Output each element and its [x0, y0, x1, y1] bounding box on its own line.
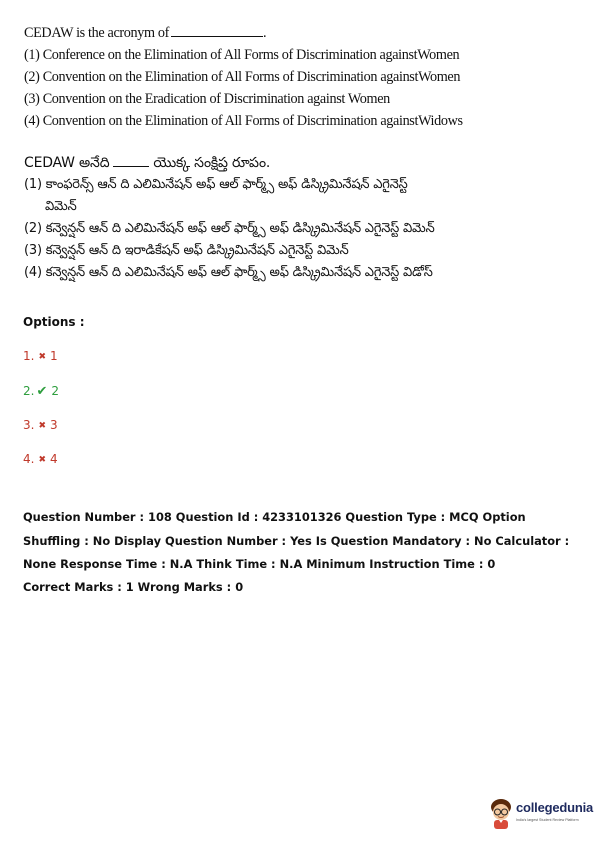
student-mascot-icon [488, 797, 514, 829]
telugu-option-4: (4) కన్వెన్షన్ ఆన్ ది ఎలిమినేషన్ అఫ్ ఆల్ ఫార్మ్స్ అఫ్ డిస్క్రిమినేషన్ ఎగైనెస్ట్ విడోస్ [24, 265, 433, 280]
telugu-answer-blank [113, 154, 149, 167]
answer-option-value: 4 [50, 452, 58, 466]
question-english [24, 22, 574, 132]
answer-option-value: 2 [51, 384, 59, 398]
answer-option-value: 3 [50, 418, 58, 432]
answer-option-number: 2. [23, 384, 35, 398]
question-option-4: (4) Convention on the Elimination of All Forms of Discrimination againstWidows [24, 113, 463, 129]
brand-name: collegedunia [516, 800, 594, 815]
answer-option-number: 1. [23, 349, 35, 363]
telugu-option-1-line-2: విమెన్ [45, 199, 77, 214]
answer-option-number: 3. [23, 418, 35, 432]
question-telugu [24, 152, 574, 284]
question-option-3: (3) Convention on the Eradication of Discrimination against Women [24, 91, 390, 107]
question-option-2: (2) Convention on the Elimination of All Forms of Discrimination againstWomen [24, 69, 461, 85]
telugu-stem-prefix: CEDAW అనేది [24, 155, 110, 171]
telugu-option-3: (3) కన్వెన్షన్ ఆన్ ది ఇరాడికేషన్ అఫ్ డిస్క్రిమినేషన్ ఎగైనెస్ట్ విమెన్ [24, 243, 349, 258]
question-stem [24, 22, 574, 44]
question-option-1: (1) Conference on the Elimination of All Forms of Discrimination againstWomen [24, 47, 460, 63]
cross-icon: ✖ [38, 421, 46, 431]
cross-icon: ✖ [38, 455, 46, 465]
marks-info: Correct Marks : 1 Wrong Marks : 0 [23, 580, 244, 594]
answer-option-value: 1 [50, 349, 58, 363]
question-metadata: Question Number : 108 Question Id : 4233101326 Question Type : MCQ Option Shuffling : No Display Question Number : Yes Is Question Mandatory : No Calculator : None Response Time : N.A Think Time : N.A Minimum Instruction Time : 0 [23, 510, 570, 571]
answer-option-number: 4. [23, 452, 35, 466]
answer-option-2 [23, 384, 59, 399]
telugu-stem [24, 152, 574, 174]
answer-option-4 [23, 452, 58, 466]
answer-option-3 [23, 418, 58, 432]
question-stem-prefix: CEDAW is the acronym of [24, 25, 170, 41]
telugu-option-1-line-1: (1) కాంఫరెన్స్ ఆన్ ది ఎలిమినేషన్ అఫ్ ఆల్ ఫార్మ్స్ అఫ్ డిస్క్రిమినేషన్ ఎగైనెస్ట్ [24, 177, 408, 192]
brand-tagline: India's largest Student Review Platform [516, 818, 579, 822]
options-heading: Options : [23, 315, 85, 329]
collegedunia-logo [488, 797, 594, 833]
telugu-stem-suffix: యొక్క సంక్షిప్త రూపం. [153, 155, 271, 171]
answer-option-1 [23, 349, 58, 363]
question-stem-suffix: . [263, 25, 267, 41]
checkmark-icon: ✔ [36, 384, 48, 399]
telugu-option-2: (2) కన్వెన్షన్ ఆన్ ది ఎలిమినేషన్ అఫ్ ఆల్ ఫార్మ్స్ అఫ్ డిస్క్రిమినేషన్ ఎగైనెస్ట్ విమెన్ [24, 221, 435, 236]
answer-blank [171, 24, 263, 37]
cross-icon: ✖ [38, 352, 46, 362]
